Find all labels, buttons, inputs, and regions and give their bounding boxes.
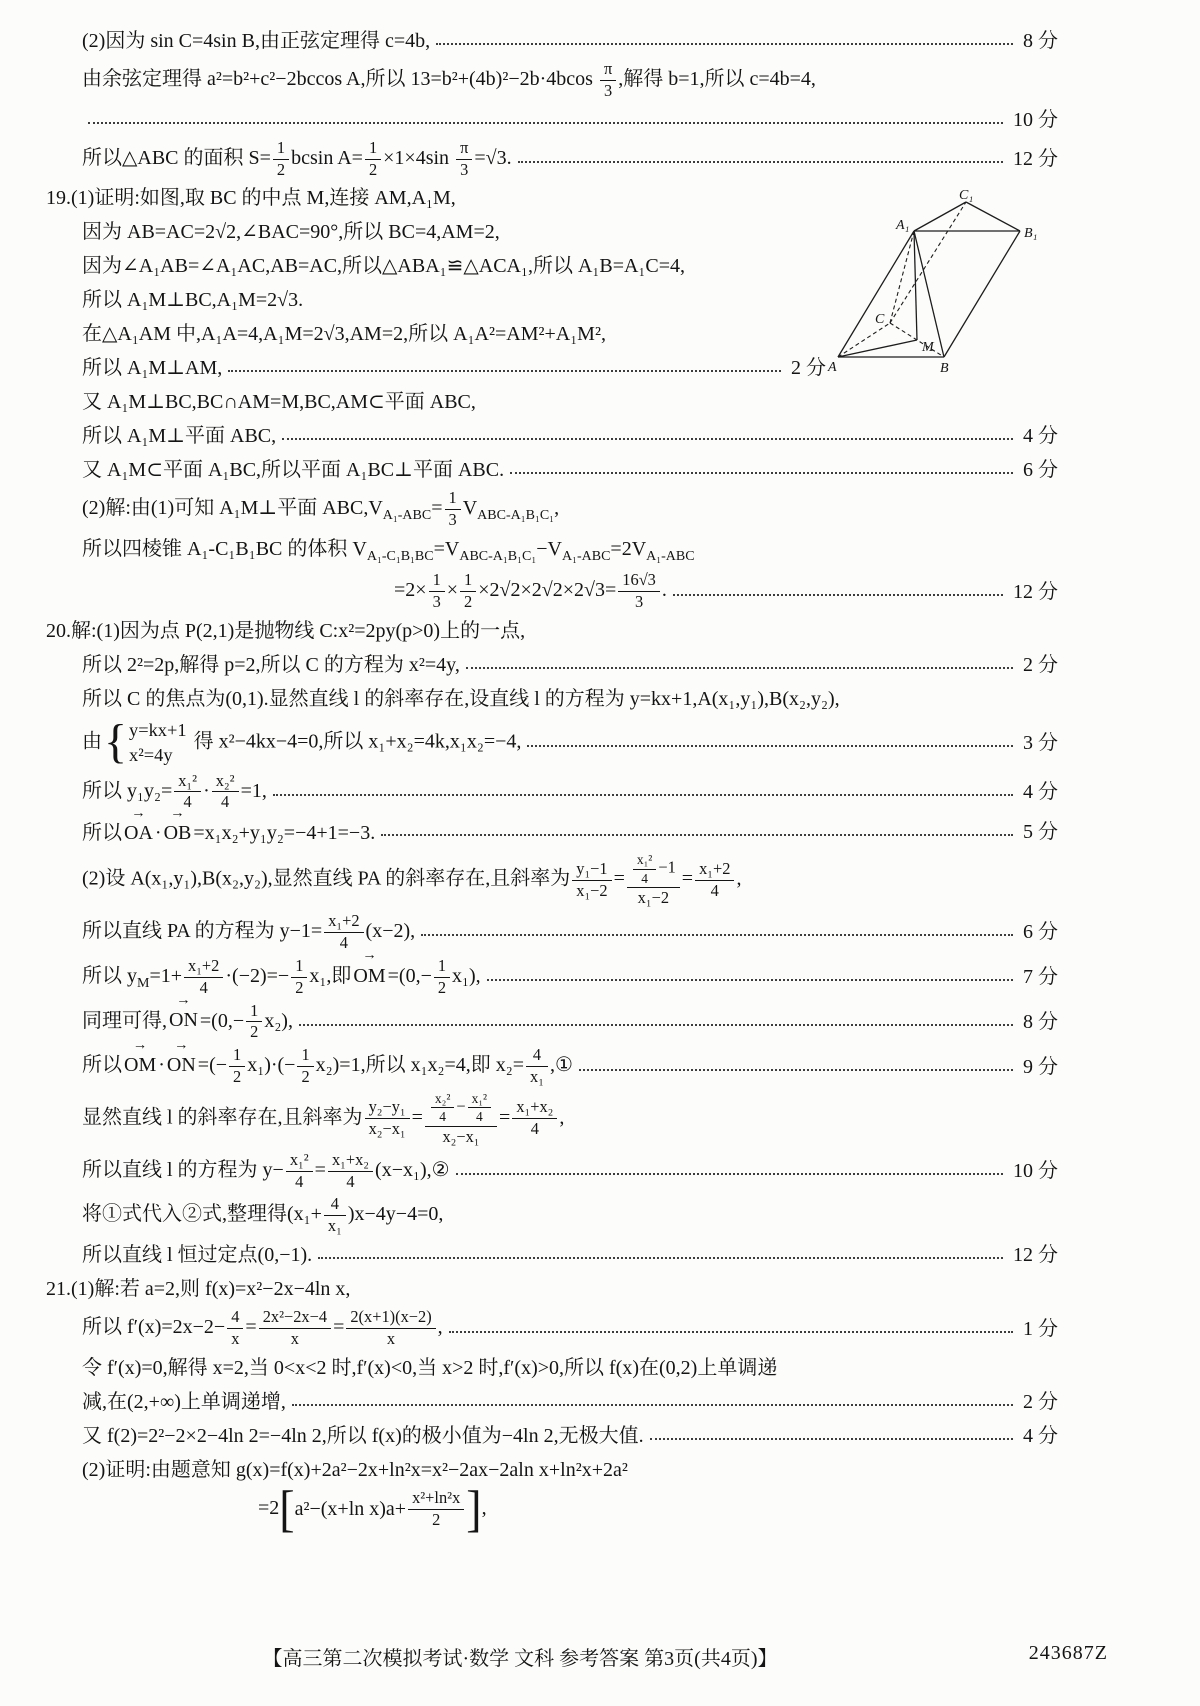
- line-text: (2)因为 sin C=4sin B,由正弦定理得 c=4b,: [82, 30, 431, 52]
- answer-line: [46, 1272, 1058, 1306]
- answer-line: [46, 1351, 1058, 1385]
- answer-line: [46, 1238, 1058, 1272]
- fraction: $\frac{\text{x₂²}}{4}$: [212, 772, 239, 813]
- section-lines: [46, 24, 1058, 181]
- fraction: $\frac{4}{\text{x₁}}$: [526, 1046, 548, 1087]
- fraction: $\frac{1}{2}$: [246, 1002, 262, 1043]
- line-text: (2)证明:由题意知 g(x)=f(x)+2a²−2x+ln²x=x²−2ax−2aln x+ln²x+2a²: [82, 1458, 628, 1481]
- answer-line: [46, 850, 1058, 910]
- line-text: 19.(1)证明:如图,取 BC 的中点 M,连接 AM,A₁M,: [46, 187, 456, 210]
- score-label: 12 分: [1013, 1244, 1058, 1267]
- fraction: $\frac{1}{2}$: [434, 957, 450, 998]
- answer-line: [46, 1306, 1058, 1351]
- answer-line: [46, 716, 1058, 770]
- figure-label-a: A: [828, 360, 837, 376]
- score-label: 6 分: [1023, 921, 1058, 944]
- answer-sections: [46, 24, 1058, 1537]
- line-text: 令 f′(x)=0,解得 x=2,当 0<x<2 时,f′(x)<0,当 x>2 时,f′(x)>0,所以 f(x)在(0,2)上单调递: [82, 1356, 778, 1379]
- prism-figure-container: [826, 181, 1058, 385]
- answer-line: [46, 487, 1058, 532]
- fraction: $\frac{\text{x₁+2}}{4}$: [695, 860, 734, 901]
- dotted-leader: [318, 1257, 1003, 1259]
- answer-line: [46, 682, 1058, 716]
- line-text: =2× $\frac{1}{3}$ × $\frac{1}{2}$ ×2√2×2√2×2√3= $\frac{16√3}{3}$ .: [394, 570, 667, 612]
- line-text: 所以 → OM · → ON =(− $\frac{1}{2}$ x₁)·(− $\frac{1}{2}$ x₂)=1,所以 x₁x₂=4,即 x₂= $\frac{4}{\text{x₁}}$ ,①: [82, 1046, 573, 1087]
- dotted-leader: [487, 979, 1013, 981]
- fraction: $\frac{\text{y₁−1}}{\text{x₁−2}}$: [572, 860, 611, 901]
- score-label: 4 分: [1023, 425, 1058, 448]
- fraction: $\frac{\text{x₁²}}{4}$: [286, 1151, 313, 1192]
- line-text: 将①式代入②式,整理得(x₁+ $\frac{4}{\text{x₁}}$ )x−4y−4=0,: [82, 1194, 444, 1236]
- line-text: 所以 → OA · → OB =x₁x₂+y₁y₂=−4+1=−3.: [82, 816, 375, 848]
- figure-label-b1: B₁: [1024, 226, 1038, 242]
- score-label: 10 分: [1013, 1160, 1058, 1183]
- fraction: $\frac{\text{x²+ln²x}}{2}$: [408, 1489, 464, 1530]
- dotted-leader: [673, 594, 1003, 596]
- dotted-leader: [88, 122, 1003, 124]
- subscript: ABC-A₁B₁C₁: [459, 549, 537, 565]
- answer-line: [46, 137, 1058, 182]
- line-text: 所以 A₁M⊥平面 ABC,: [82, 425, 277, 448]
- score-label: 5 分: [1023, 821, 1058, 844]
- score-label: 4 分: [1023, 1424, 1058, 1447]
- score-label: 2 分: [791, 357, 826, 380]
- fraction: $\frac{\text{x₂²}}{4}$: [431, 1091, 454, 1125]
- line-text: 所以 A₁M⊥AM,: [82, 357, 223, 380]
- answer-line: [46, 283, 826, 317]
- answer-line: [46, 1000, 1058, 1045]
- answer-line: [46, 1385, 1058, 1419]
- score-label: 1 分: [1023, 1317, 1058, 1340]
- answer-line: [46, 419, 1058, 453]
- subscript: A₁-ABC: [382, 508, 432, 524]
- vector-overline: → OA: [124, 816, 153, 848]
- score-label: 8 分: [1023, 30, 1058, 52]
- line-text: 显然直线 l 的斜率存在,且斜率为 $\frac{\text{y₂−y₁}}{\text{x₂−x₁}}$ = $\frac{\text{x₂²}}{4}$ − $\frac{\text{x₁²}}{4}$ x₂−x₁ = $\frac{\text{x₁+x₂}}{4}$ ,: [82, 1090, 565, 1146]
- fraction: $\frac{4}{\text{x₁}}$: [324, 1195, 346, 1236]
- prism-figure: [826, 187, 1056, 379]
- answer-line: [46, 181, 826, 215]
- line-text: 20.解:(1)因为点 P(2,1)是抛物线 C:x²=2py(p>0)上的一点,: [46, 619, 526, 642]
- fraction: $\frac{\text{x₁²}}{4}$: [174, 772, 201, 813]
- answer-line: [46, 814, 1058, 850]
- fraction: $\frac{1}{3}$: [445, 489, 461, 530]
- dotted-leader: [449, 1331, 1013, 1333]
- answer-line: [46, 453, 1058, 487]
- page-footer: [0, 1642, 1200, 1672]
- line-text: 21.(1)解:若 a=2,则 f(x)=x²−2x−4ln x,: [46, 1278, 351, 1301]
- vector-overline: → OM: [353, 959, 385, 991]
- line-text: 又 A₁M⊂平面 A₁BC,所以平面 A₁BC⊥平面 ABC.: [82, 459, 505, 482]
- dotted-leader: [299, 1024, 1013, 1026]
- dotted-leader: [282, 438, 1013, 440]
- answer-line: [46, 385, 826, 419]
- prism-solid-edges: [838, 202, 1020, 357]
- answer-line: [46, 770, 1058, 815]
- fraction: $\frac{\pi}{3}$: [600, 60, 616, 101]
- answer-line: [46, 317, 826, 351]
- line-text: 所以 f′(x)=2x−2− $\frac{4}{x}$ = $\frac{\text{2x²−2x−4}}{x}$ = $\frac{2(x+1)(x-2)}{x}$ ,: [82, 1307, 443, 1349]
- score-label: 2 分: [1023, 653, 1058, 676]
- fraction: $\frac{1}{3}$: [429, 571, 445, 612]
- score-label: 12 分: [1013, 148, 1058, 171]
- answer-line: [46, 1193, 1058, 1238]
- dotted-leader: [466, 667, 1013, 669]
- fraction: $\frac{16√3}{3}$: [618, 571, 660, 612]
- subscript: A₁-ABC: [561, 549, 611, 565]
- answer-line: [46, 249, 826, 283]
- score-label: 3 分: [1023, 731, 1058, 754]
- line-text: 所以 A₁M⊥BC,A₁M=2√3.: [82, 289, 304, 312]
- answer-line: [46, 1453, 1058, 1487]
- dotted-leader: [650, 1438, 1013, 1440]
- subscript: ABC-A₁B₁C₁: [477, 508, 555, 524]
- dotted-leader: [436, 43, 1013, 45]
- vector-overline: → OM: [124, 1048, 156, 1080]
- line-text: 因为∠A₁AB=∠A₁AC,AB=AC,所以△ABA₁≌△ACA₁,所以 A₁B=A₁C=4,: [82, 255, 686, 278]
- figure-label-c1: C₁: [959, 188, 974, 204]
- fraction: $\frac{\text{x₁+x₂}}{4}$: [512, 1098, 557, 1139]
- fraction: $\frac{\text{x₁+x₂}}{4}$: [328, 1151, 373, 1192]
- dotted-leader: [228, 370, 781, 372]
- line-text: (2)设 A(x₁,y₁),B(x₂,y₂),显然直线 PA 的斜率存在,且斜率为 $\frac{\text{y₁−1}}{\text{x₁−2}}$ = $\frac{\text{x₁²}}{4}$ −1 x₁−2 = $\frac{\text{x₁+2}}{4}$ ,: [82, 852, 742, 908]
- score-label: 10 分: [1013, 108, 1058, 131]
- vector-overline: → ON: [167, 1048, 196, 1080]
- fraction: $\frac{\pi}{3}$: [456, 139, 472, 180]
- fraction: $\frac{\text{x₁²}}{4}$: [633, 852, 656, 886]
- answer-line: [46, 215, 826, 249]
- line-text: 所以直线 l 的方程为 y− $\frac{\text{x₁²}}{4}$ = $\frac{\text{x₁+x₂}}{4}$ (x−x₁),②: [82, 1149, 450, 1191]
- section-lines: [46, 1272, 1058, 1537]
- line-text: 所以直线 PA 的方程为 y−1= $\frac{\text{x₁+2}}{4}$ (x−2),: [82, 911, 416, 952]
- dotted-leader: [518, 161, 1003, 163]
- line-text: 又 f(2)=2²−2×2−4ln 2=−4ln 2,所以 f(x)的极小值为−4ln 2,无极大值.: [82, 1424, 644, 1447]
- answer-line: [46, 1089, 1058, 1149]
- section-with-figure: [46, 181, 1058, 419]
- line-text: 所以四棱锥 A₁-C₁B₁BC 的体积 $V_{A_1-C_1B_1BC}=V_{ABC-A_1B_1C_1}-V_{A_1-ABC}=2V_{A_1-ABC}$: [82, 538, 695, 565]
- subscript: A₁-C₁B₁BC: [366, 549, 434, 565]
- dotted-leader: [579, 1069, 1013, 1071]
- line-text: =2 [ a²−(x+ln x)a+ $\frac{\text{x²+ln²x}}{2}$ ] ,: [258, 1480, 487, 1537]
- fraction: $\frac{1}{2}$: [365, 139, 381, 180]
- line-text: 由 { y=kx+1 x²=4y 得 x²−4kx−4=0,所以 x₁+x₂=4k,x₁x₂=−4,: [82, 714, 522, 768]
- line-text: 所以 2²=2p,解得 p=2,所以 C 的方程为 x²=4y,: [82, 653, 460, 676]
- line-text: 由余弦定理得 a²=b²+c²−2bccos A,所以 13=b²+(4b)²−2b·4bcos $\frac{\pi}{3}$ ,解得 b=1,所以 c=4b=4,: [82, 59, 816, 100]
- line-text: 因为 AB=AC=2√2,∠BAC=90°,所以 BC=4,AM=2,: [82, 221, 500, 244]
- prism-labels: [827, 188, 1037, 376]
- figure-label-m: M: [922, 340, 934, 356]
- score-label: 4 分: [1023, 780, 1058, 803]
- dotted-leader: [510, 472, 1013, 474]
- figure-label-c: C: [875, 312, 885, 328]
- vector-overline: → ON: [169, 1003, 198, 1035]
- score-label: 6 分: [1023, 459, 1058, 482]
- fraction: $\frac{1}{2}$: [273, 139, 289, 180]
- line-text: (2)解:由(1)可知 A₁M⊥平面 $ABC,V_{A_1-ABC}=$ $\frac{1}{3}$ $V_{ABC-A_1B_1C_1}$,: [82, 488, 560, 530]
- answer-line: [46, 58, 1058, 103]
- line-text: 所以 $y_M=1+$ $\frac{\text{x₁+2}}{4}$ ·(−2)=− $\frac{1}{2}$ x₁,即 → OM =(0,− $\frac{1}{2}$ x₁),: [82, 957, 481, 998]
- dotted-leader: [421, 934, 1013, 936]
- answer-line: [46, 24, 1058, 58]
- answer-line: [46, 351, 826, 385]
- answer-line: [46, 1044, 1058, 1089]
- vector-overline: → OB: [164, 816, 192, 848]
- subscript: M: [137, 975, 150, 991]
- score-label: 2 分: [1023, 1390, 1058, 1413]
- dotted-leader: [292, 1404, 1013, 1406]
- line-text: 在△A₁AM 中,A₁A=4,A₁M=2√3,AM=2,所以 A₁A²=AM²+A₁M²,: [82, 323, 606, 346]
- equation-system: { y=kx+1 x²=4y: [104, 714, 187, 768]
- line-text: 所以 y₁y₂= $\frac{\text{x₁²}}{4}$ · $\frac{\text{x₂²}}{4}$ =1,: [82, 770, 267, 812]
- fraction: $\frac{1}{2}$: [291, 957, 307, 998]
- dotted-leader: [381, 834, 1013, 836]
- fraction: $\frac{4}{x}$: [227, 1308, 243, 1349]
- score-label: 8 分: [1023, 1010, 1058, 1033]
- fraction: $\frac{1}{2}$: [297, 1046, 313, 1087]
- big-bracket-group: [ a²−(x+ln x)a+ $\frac{\text{x²+ln²x}}{2}$ ]: [279, 1480, 482, 1537]
- section-lines: [46, 614, 1058, 1272]
- answer-line: [46, 648, 1058, 682]
- line-text: 减,在(2,+∞)上单调递增,: [82, 1390, 286, 1413]
- fraction: $\frac{\text{2x²−2x−4}}{x}$: [259, 1308, 331, 1349]
- score-label: 7 分: [1023, 966, 1058, 989]
- score-label: 9 分: [1023, 1055, 1058, 1078]
- score-label: 12 分: [1013, 580, 1058, 603]
- answer-line: [46, 1480, 1058, 1537]
- fraction: $\frac{2(x+1)(x-2)}{x}$: [346, 1308, 435, 1349]
- fraction: $\frac{\text{x₂²}}{4}$ − $\frac{\text{x₁²}}{4}$ x₂−x₁: [425, 1091, 497, 1147]
- fraction: $\frac{\text{x₁²}}{4}$ −1 x₁−2: [627, 852, 680, 908]
- dotted-leader: [456, 1173, 1003, 1175]
- dotted-leader: [273, 794, 1013, 796]
- answer-line: [46, 1149, 1058, 1194]
- fraction: $\frac{\text{x₁+2}}{4}$: [324, 912, 363, 953]
- line-text: 所以直线 l 恒过定点(0,−1).: [82, 1244, 313, 1267]
- figure-label-b: B: [940, 361, 949, 377]
- section-lines: [46, 419, 1058, 613]
- fraction: $\frac{\text{x₁²}}{4}$: [468, 1091, 491, 1125]
- fraction: $\frac{1}{2}$: [229, 1046, 245, 1087]
- fraction: $\frac{\text{y₂−y₁}}{\text{x₂−x₁}}$: [365, 1098, 410, 1139]
- footer-title: 【高三第二次模拟考试·数学 文科 参考答案 第3页(共4页)】: [262, 1648, 778, 1670]
- dotted-leader: [527, 745, 1013, 747]
- answer-line: [46, 614, 1058, 648]
- fraction: $\frac{\text{x₁+2}}{4}$: [184, 957, 223, 998]
- section-lines: [46, 181, 826, 419]
- footer-code: 243687Z: [1028, 1642, 1108, 1664]
- answer-line: [46, 1419, 1058, 1453]
- line-text: 又 A₁M⊥BC,BC∩AM=M,BC,AM⊂平面 ABC,: [82, 391, 476, 414]
- subscript: A₁-ABC: [646, 549, 695, 565]
- figure-label-a1: A₁: [896, 218, 910, 234]
- answer-line: [46, 532, 1058, 569]
- line-text: 所以△ABC 的面积 S= $\frac{1}{2}$ bcsin A= $\frac{1}{2}$ ×1×4sin $\frac{\pi}{3}$ =√3.: [82, 137, 512, 179]
- answer-line: [46, 103, 1058, 137]
- line-text: 同理可得, → ON =(0,− $\frac{1}{2}$ x₂),: [82, 1002, 293, 1043]
- fraction: $\frac{1}{2}$: [460, 571, 476, 612]
- answer-line: [46, 910, 1058, 955]
- answer-line: [46, 569, 1058, 614]
- line-text: 所以 C 的焦点为(0,1).显然直线 l 的斜率存在,设直线 l 的方程为 y=kx+1,A(x₁,y₁),B(x₂,y₂),: [82, 687, 840, 710]
